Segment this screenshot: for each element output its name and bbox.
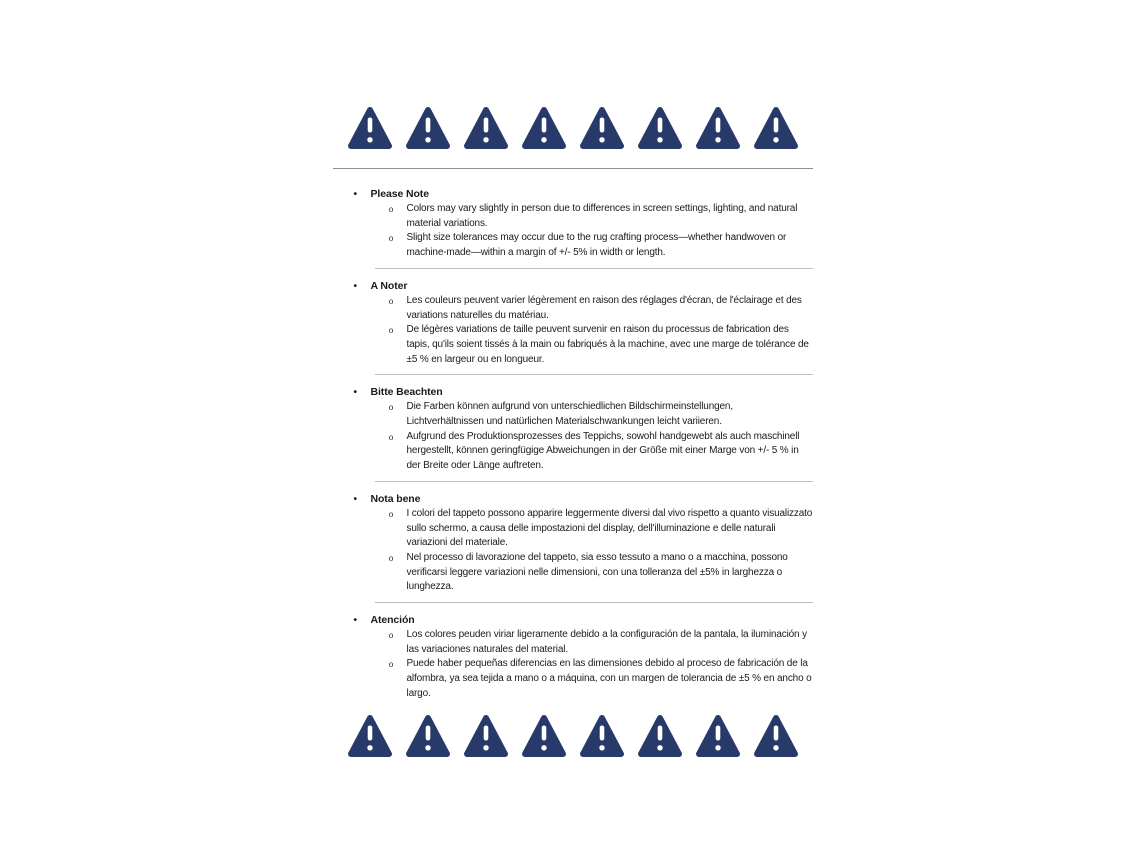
list-item — [333, 507, 813, 551]
note-sections — [333, 177, 813, 702]
list-item-text: Aufgrund des Produktionsprozesses des Teppichs, sowohl handgewebt als auch maschinell hergestellt, können geringfügige Abweichungen in der Größe mit einer Marge von +/- 5 % in der Breite oder Länge auftreten. — [406, 430, 800, 472]
bullet-marker: • — [353, 387, 358, 399]
section-heading: Nota bene — [370, 492, 421, 505]
list-item-text: Los colores peuden viriar ligeramente debido a la configuración de la pantala, la iluminación y las variaciones naturales del material. — [406, 629, 807, 655]
bullet-marker: • — [353, 493, 358, 505]
list-item — [333, 294, 813, 323]
sub-bullet-marker: o — [388, 234, 394, 245]
warning-triangle-icon — [406, 104, 450, 152]
warning-triangle-icon — [580, 712, 624, 760]
list-item-text: Puede haber pequeñas diferencias en las dimensiones debido al proceso de fabricación de la alfombra, ya sea tejida a mano o a máquina, con un margen de tolerancia de ±5 % en ancho o largo. — [406, 658, 812, 699]
warning-triangle-icon — [580, 104, 624, 152]
list-item — [333, 231, 813, 260]
sub-bullet-marker: o — [388, 432, 394, 443]
note-section — [333, 603, 813, 702]
sub-bullet-marker: o — [388, 631, 394, 642]
warning-triangle-icon — [522, 104, 566, 152]
list-item-text: Les couleurs peuvent varier légèrement en raison des réglages d'écran, de l'éclairage et des variations naturelles du matériau. — [406, 294, 802, 321]
warning-triangle-row-top — [333, 104, 813, 152]
section-heading-row — [333, 613, 813, 628]
top-divider — [333, 168, 813, 169]
list-item-text: De légères variations de taille peuvent survenir en raison du processus de fabrication des tapis, qu'ils soient tissés à la main ou fabriqués à la machine, avec une marge de tolérance de ±5 % en largeur ou en longueur. — [406, 324, 809, 365]
warning-triangle-icon — [464, 104, 508, 152]
warning-triangle-icon — [696, 104, 740, 152]
warning-triangle-icon — [464, 712, 508, 760]
sub-bullet-marker: o — [388, 403, 394, 414]
sub-bullet-marker: o — [388, 205, 394, 215]
sub-bullet-marker: o — [388, 509, 394, 520]
sub-bullet-marker: o — [388, 660, 394, 671]
document-content — [333, 0, 813, 760]
sub-bullet-marker: o — [388, 553, 394, 564]
sub-bullet-marker: o — [388, 296, 394, 307]
list-item — [333, 323, 813, 367]
warning-triangle-icon — [406, 712, 450, 760]
section-heading-row — [333, 187, 813, 202]
bullet-marker: • — [353, 280, 358, 292]
bullet-marker: • — [353, 615, 358, 627]
section-items — [333, 628, 813, 702]
warning-triangle-icon — [638, 712, 682, 760]
note-section — [333, 177, 813, 269]
section-heading: Atención — [370, 614, 415, 627]
list-item — [333, 400, 813, 429]
note-section — [333, 375, 813, 482]
section-heading: Bitte Beachten — [370, 386, 443, 399]
warning-triangle-row-bottom — [333, 712, 813, 760]
sub-bullet-marker: o — [388, 326, 394, 337]
list-item-text: Colors may vary slightly in person due to differences in screen settings, lighting, and natural material variations. — [406, 203, 798, 229]
bullet-marker: • — [353, 189, 358, 200]
section-heading: Please Note — [370, 188, 429, 200]
note-section — [333, 269, 813, 376]
warning-triangle-icon — [348, 712, 392, 760]
warning-triangle-icon — [754, 104, 798, 152]
warning-triangle-icon — [754, 712, 798, 760]
list-item — [333, 202, 813, 231]
warning-triangle-icon — [638, 104, 682, 152]
list-item-text: Nel processo di lavorazione del tappeto, sia esso tessuto a mano o a macchina, possono verificarsi leggere variazioni nelle dimensioni, con una tolleranza del ±5% in larghezza o lunghezza. — [406, 551, 788, 593]
section-heading-row — [333, 279, 813, 294]
section-heading-row — [333, 492, 813, 507]
warning-triangle-icon — [348, 104, 392, 152]
note-section — [333, 482, 813, 603]
list-item — [333, 551, 813, 595]
section-items — [333, 294, 813, 368]
section-heading: A Noter — [370, 279, 408, 292]
list-item-text: I colori del tappeto possono apparire leggermente diversi dal vivo rispetto a quanto visualizzato sullo schermo, a causa delle impostazioni del display, dell'illuminazione e delle naturali variazioni del materiale. — [406, 507, 813, 549]
section-items — [333, 400, 813, 474]
section-items — [333, 202, 813, 261]
list-item — [333, 657, 813, 701]
section-items — [333, 507, 813, 595]
warning-triangle-icon — [522, 712, 566, 760]
list-item-text: Slight size tolerances may occur due to the rug crafting process—whether handwoven or machine-made—within a margin of +/- 5% in width or length. — [406, 232, 787, 259]
list-item — [333, 430, 813, 474]
section-heading-row — [333, 385, 813, 400]
list-item — [333, 628, 813, 657]
warning-triangle-icon — [696, 712, 740, 760]
list-item-text: Die Farben können aufgrund von unterschiedlichen Bildschirmeinstellungen, Lichtverhältnissen und natürlichen Materialschwankungen leicht variieren. — [406, 401, 733, 428]
